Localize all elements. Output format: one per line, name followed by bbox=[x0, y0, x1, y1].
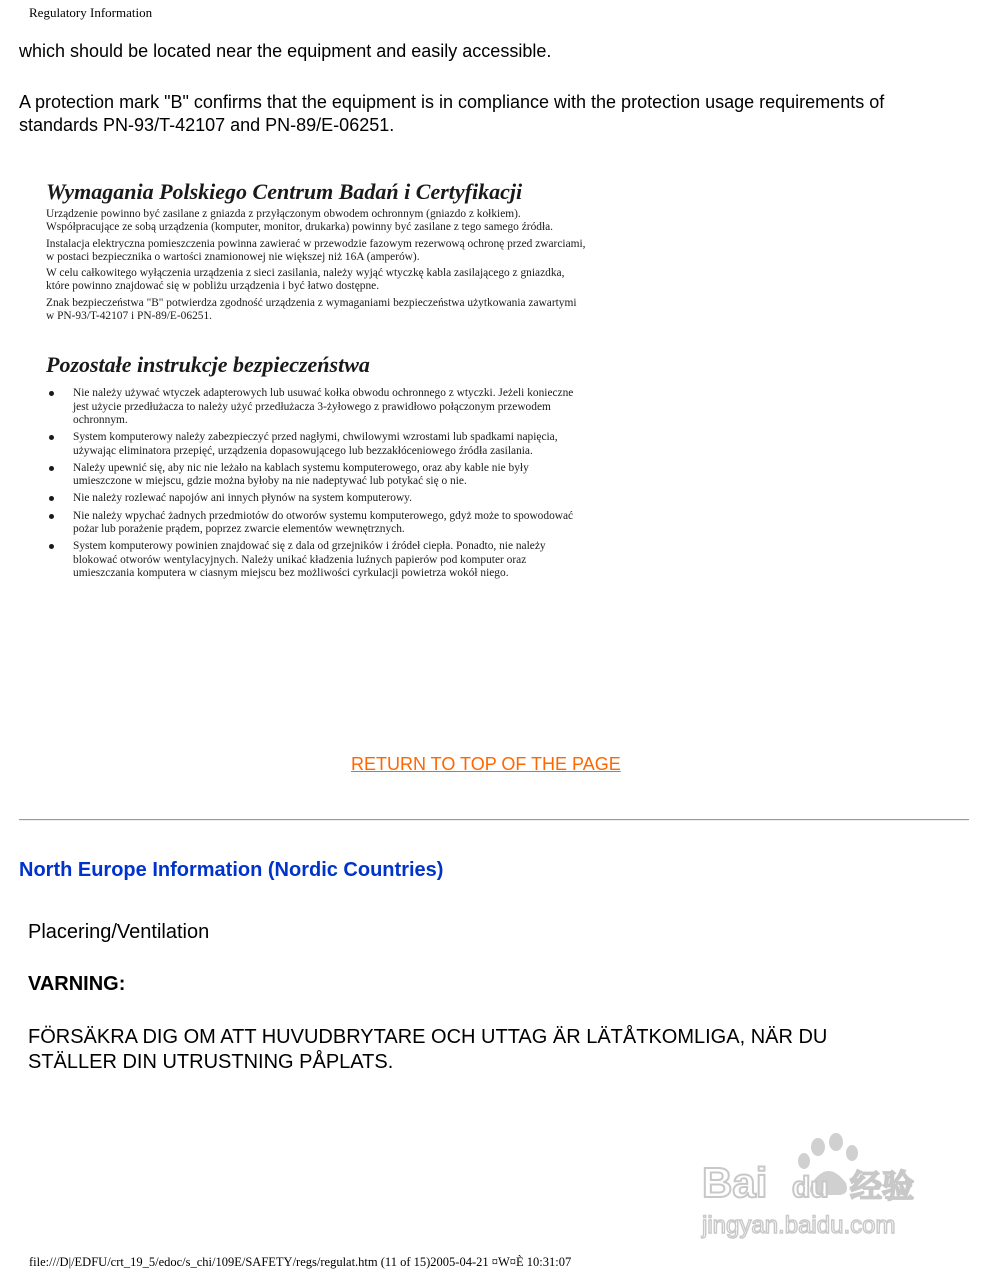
list-item: Nie należy wpychać żadnych przedmiotów do otworów systemu komputerowego, gdyż może to spowodować pożar lub porażenie prądem, poprzez zwarcie elementów wewnętrznych. bbox=[46, 510, 586, 537]
polish-safety-list bbox=[46, 387, 586, 580]
list-item: Nie należy używać wtyczek adapterowych lub usuwać kołka obwodu ochronnego z wtyczki. Jeżeli konieczne jest użycie przedłużacza to należy użyć przedłużacza 3-żyłowego z prawidłowo połączonym przewodem ochronnym. bbox=[46, 387, 586, 427]
polish-heading-1: Wymagania Polskiego Centrum Badań i Certyfikacji bbox=[46, 179, 523, 204]
polish-heading-2: Pozostałe instrukcje bezpieczeństwa bbox=[46, 352, 370, 378]
list-item: Nie należy rozlewać napojów ani innych płynów na system komputerowy. bbox=[46, 492, 586, 505]
return-to-top-link[interactable]: RETURN TO TOP OF THE PAGE bbox=[351, 754, 621, 774]
intro-paragraph-1: which should be located near the equipment and easily accessible. bbox=[19, 41, 552, 61]
section-divider bbox=[19, 819, 969, 821]
nordic-section-heading: North Europe Information (Nordic Countries) bbox=[19, 859, 444, 881]
print-header-title: Regulatory Information bbox=[29, 5, 153, 20]
polish-paragraph: Urządzenie powinno być zasilane z gniazda z przyłączonym obwodem ochronnym (gniazdo z kołkiem). Współpracujące ze sobą urządzenia (komputer, monitor, drukarka) powinny być zasilane z tego samego źródła. bbox=[46, 208, 554, 234]
list-item: Należy upewnić się, aby nic nie leżało na kablach systemu komputerowego, oraz aby kable nie były umieszczone w miejscu, gdzie można byłoby na nie nadeptywać lub potykać się o nie. bbox=[46, 462, 586, 489]
polish-paragraph: Instalacja elektryczna pomieszczenia powinna zawierać w przewodzie fazowym rezerwową ochronę przed zwarciami, w postaci bezpiecznika o wartości znamionowej nie większej niż 16A (amperów). bbox=[46, 237, 586, 263]
svg-text:经验: 经验 bbox=[850, 1167, 915, 1205]
print-footer-url: file:///D|/EDFU/crt_19_5/edoc/s_chi/109E/SAFETY/regs/regulat.htm (11 of 15)2005-04-21 ¤W¤È 10:31:07 bbox=[29, 1255, 572, 1269]
warning-text: FÖRSÄKRA DIG OM ATT HUVUDBRYTARE OCH UTTAG ÄR LÄTÅTKOMLIGA, NÄR DU STÄLLER DIN UTRUSTNING PÅPLATS. bbox=[28, 1026, 828, 1073]
polish-paragraph: Znak bezpieczeństwa "B" potwierdza zgodność urządzenia z wymaganiami bezpieczeństwa użytkowania zawartymi w PN-93/T-42107 i PN-89/E-06251. bbox=[46, 296, 577, 323]
baidu-watermark-logo bbox=[700, 1125, 940, 1245]
list-item: System komputerowy powinien znajdować się z dala od grzejników i źródeł ciepła. Ponadto, nie należy blokować otworów wentylacyjnych. Należy unikać kładzenia luźnych papierów pod komputer oraz umieszczania komputera w ciasnym miejscu bez możliwości cyrkulacji powietrza wokół niego. bbox=[46, 540, 586, 580]
warning-label: VARNING: bbox=[28, 973, 126, 995]
polish-paragraph: W celu całkowitego wyłączenia urządzenia z sieci zasilania, należy wyjąć wtyczkę kabla zasilającego z gniazdka, które powinno znajdować się w pobliżu urządzenia i być łatwo dostępne. bbox=[46, 267, 565, 293]
watermark-url-text: jingyan.baidu.com bbox=[702, 1212, 896, 1239]
intro-paragraph-2: A protection mark "B" confirms that the equipment is in compliance with the protection usage requirements of standards PN-93/T-42107 and PN-89/E-06251. bbox=[19, 92, 885, 135]
watermark-brand-text: Bai bbox=[702, 1159, 768, 1206]
svg-text:du: du bbox=[792, 1171, 829, 1204]
polish-certification-image bbox=[46, 178, 586, 584]
list-item: System komputerowy należy zabezpieczyć przed nagłymi, chwilowymi wzrostami lub spadkami napięcia, używając eliminatora przepięć, urządzenia dopasowującego lub bezzakłóceniowego źródła zasilania. bbox=[46, 431, 586, 458]
placement-ventilation-label: Placering/Ventilation bbox=[28, 921, 210, 943]
